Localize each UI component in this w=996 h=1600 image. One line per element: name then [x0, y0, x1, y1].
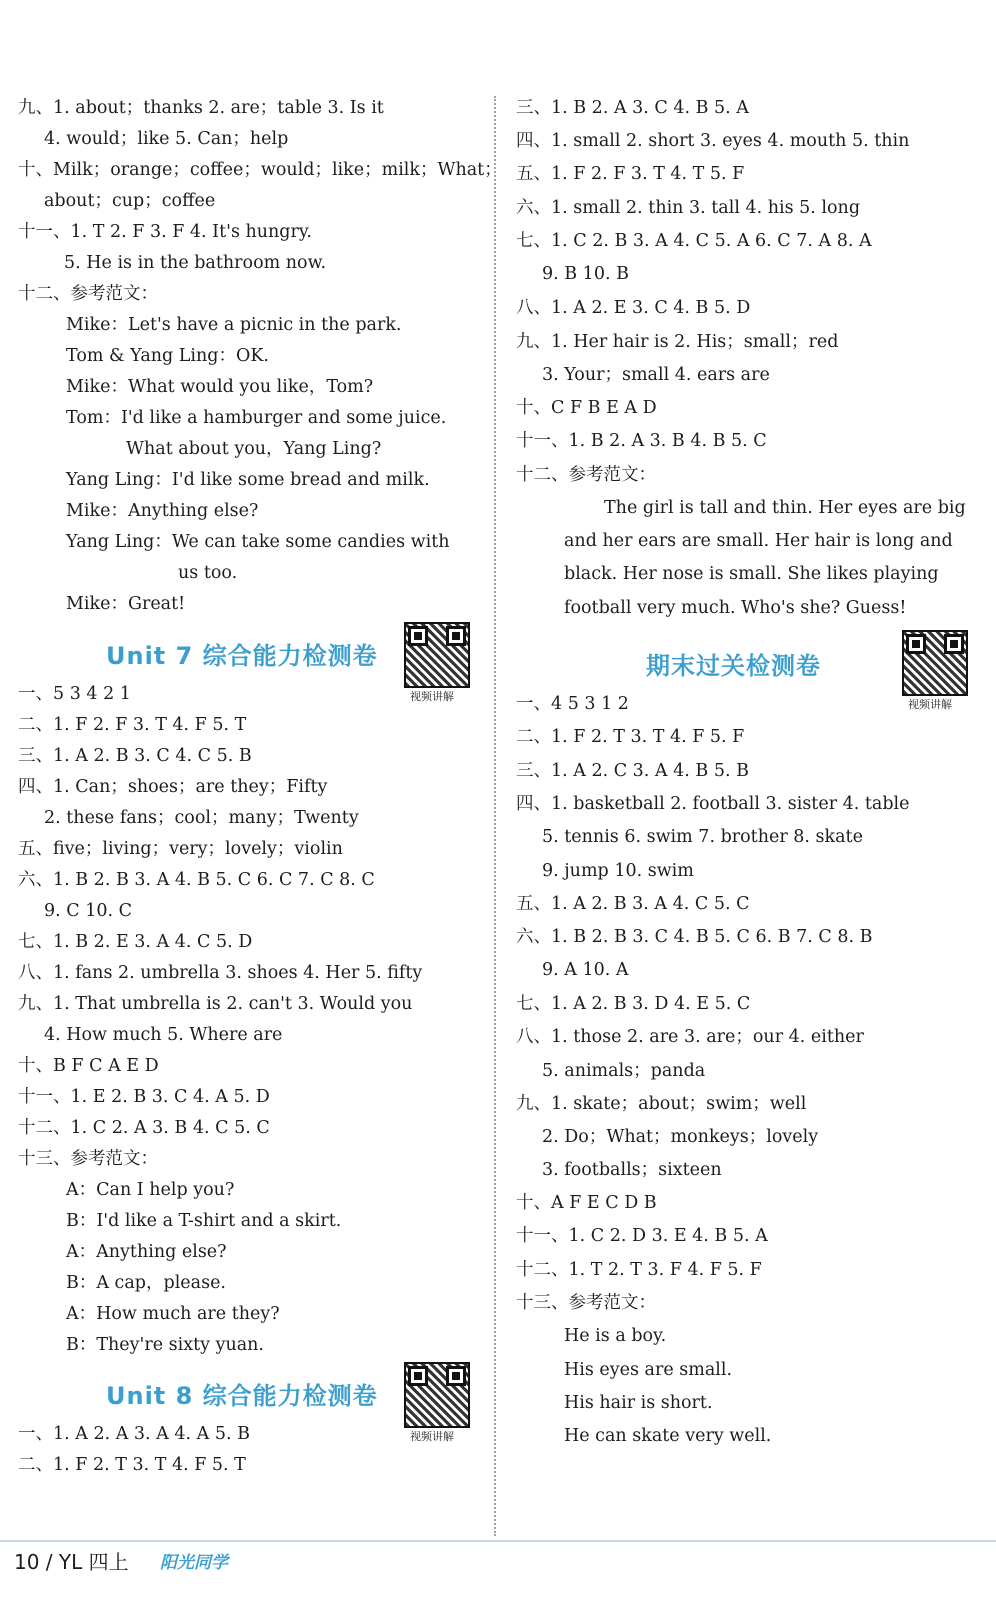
footer-rule: [0, 1540, 996, 1542]
answer-line: 2. Do；What；monkeys；lovely: [542, 1127, 819, 1147]
answer-line: 十二、参考范文：: [516, 465, 656, 485]
answer-line: 五、1. A 2. B 3. A 4. C 5. C: [516, 894, 750, 914]
answer-line: 5. He is in the bathroom now.: [64, 253, 327, 273]
answer-line: 一、5 3 4 2 1: [18, 684, 131, 704]
qr-label: 视频讲解: [410, 1430, 454, 1443]
answer-line: 十一、1. C 2. D 3. E 4. B 5. A: [516, 1226, 768, 1246]
page-number: 10 / YL 四上: [14, 1550, 129, 1574]
answer-line: 六、1. B 2. B 3. A 4. B 5. C 6. C 7. C 8. C: [18, 870, 375, 890]
answer-line: 四、1. basketball 2. football 3. sister 4. table: [516, 794, 910, 814]
qr-label: 视频讲解: [410, 690, 454, 703]
answer-line: Tom & Yang Ling：OK.: [66, 346, 269, 366]
answer-line: 2. these fans；cool；many；Twenty: [44, 808, 359, 828]
answer-line: 十二、1. T 2. T 3. F 4. F 5. F: [516, 1260, 762, 1280]
qr-code-icon: [404, 622, 470, 688]
answer-line: He can skate very well.: [564, 1426, 772, 1446]
answer-line: 九、1. Her hair is 2. His；small；red: [516, 332, 839, 352]
answer-line: 九、1. skate；about；swim；well: [516, 1094, 807, 1114]
answer-line: 五、1. F 2. F 3. T 4. T 5. F: [516, 164, 745, 184]
answer-line: and her ears are small. Her hair is long and: [564, 531, 953, 551]
answer-line: 二、1. F 2. T 3. T 4. F 5. F: [516, 727, 745, 747]
answer-line: 十一、1. T 2. F 3. F 4. It's hungry.: [18, 222, 312, 242]
answer-line: 一、1. A 2. A 3. A 4. A 5. B: [18, 1424, 250, 1444]
answer-line: 5. tennis 6. swim 7. brother 8. skate: [542, 827, 863, 847]
answer-line: 3. Your；small 4. ears are: [542, 365, 770, 385]
brand-logo: 阳光同学: [160, 1553, 228, 1573]
answer-line: 十三、参考范文：: [516, 1293, 656, 1313]
answer-line: 三、1. A 2. B 3. C 4. C 5. B: [18, 746, 252, 766]
answer-line: What about you，Yang Ling?: [126, 439, 382, 459]
answer-line: Yang Ling：I'd like some bread and milk.: [66, 470, 430, 490]
answer-line: Mike：Anything else?: [66, 501, 259, 521]
answer-line: 四、1. Can；shoes；are they；Fifty: [18, 777, 328, 797]
answer-line: 十、Milk；orange；coffee；would；like；milk；What；: [18, 160, 502, 180]
answer-line: 十一、1. B 2. A 3. B 4. B 5. C: [516, 431, 767, 451]
answer-line: 八、1. those 2. are 3. are；our 4. either: [516, 1027, 864, 1047]
answer-line: The girl is tall and thin. Her eyes are big: [604, 498, 966, 518]
answer-line: Mike：Great!: [66, 594, 186, 614]
answer-line: 4. How much 5. Where are: [44, 1025, 283, 1045]
answer-line: 十二、参考范文：: [18, 284, 158, 304]
unit8-title: Unit 8 综合能力检测卷: [106, 1382, 378, 1410]
answer-line: He is a boy.: [564, 1326, 667, 1346]
answer-line: A：Can I help you?: [66, 1180, 235, 1200]
answer-line: black. Her nose is small. She likes playing: [564, 564, 939, 584]
answer-line: 四、1. small 2. short 3. eyes 4. mouth 5. thin: [516, 131, 910, 151]
answer-line: 十、B F C A E D: [18, 1056, 159, 1076]
answer-line: 十三、参考范文：: [18, 1149, 158, 1169]
answer-line: Yang Ling：We can take some candies with: [66, 532, 450, 552]
answer-line: 六、1. small 2. thin 3. tall 4. his 5. long: [516, 198, 861, 218]
answer-line: 十一、1. E 2. B 3. C 4. A 5. D: [18, 1087, 270, 1107]
answer-line: 3. footballs；sixteen: [542, 1160, 722, 1180]
answer-line: 4. would；like 5. Can；help: [44, 129, 289, 149]
answer-line: 二、1. F 2. F 3. T 4. F 5. T: [18, 715, 247, 735]
answer-line: 三、1. A 2. C 3. A 4. B 5. B: [516, 761, 749, 781]
final-exam-title: 期末过关检测卷: [646, 652, 821, 680]
answer-line: 九、1. That umbrella is 2. can't 3. Would you: [18, 994, 413, 1014]
answer-line: 9. jump 10. swim: [542, 861, 694, 881]
answer-line: 六、1. B 2. B 3. C 4. B 5. C 6. B 7. C 8. B: [516, 927, 873, 947]
answer-line: B：A cap，please.: [66, 1273, 226, 1293]
answer-line: us too.: [178, 563, 238, 583]
answer-line: B：They're sixty yuan.: [66, 1335, 264, 1355]
answer-line: Tom：I'd like a hamburger and some juice.: [66, 408, 447, 428]
answer-line: B：I'd like a T-shirt and a skirt.: [66, 1211, 342, 1231]
answer-line: 9. A 10. A: [542, 960, 629, 980]
answer-line: 七、1. B 2. E 3. A 4. C 5. D: [18, 932, 253, 952]
qr-label: 视频讲解: [908, 698, 952, 711]
answer-line: 5. animals；panda: [542, 1061, 706, 1081]
answer-line: 五、five；living；very；lovely；violin: [18, 839, 343, 859]
answer-line: 八、1. A 2. E 3. C 4. B 5. D: [516, 298, 751, 318]
answer-line: 七、1. A 2. B 3. D 4. E 5. C: [516, 994, 751, 1014]
unit7-title: Unit 7 综合能力检测卷: [106, 642, 378, 670]
answer-line: 十、C F B E A D: [516, 398, 657, 418]
qr-code-icon: [902, 630, 968, 696]
answer-line: football very much. Who's she? Guess!: [564, 598, 907, 618]
answer-line: His eyes are small.: [564, 1360, 733, 1380]
answer-line: Mike：What would you like，Tom?: [66, 377, 374, 397]
column-divider: [494, 96, 496, 1536]
answer-line: about；cup；coffee: [44, 191, 216, 211]
answer-line: 八、1. fans 2. umbrella 3. shoes 4. Her 5. fifty: [18, 963, 423, 983]
answer-line: 二、1. F 2. T 3. T 4. F 5. T: [18, 1455, 246, 1475]
answer-line: A：How much are they?: [66, 1304, 280, 1324]
answer-line: Mike：Let's have a picnic in the park.: [66, 315, 402, 335]
answer-line: 九、1. about；thanks 2. are；table 3. Is it: [18, 98, 384, 118]
answer-line: 七、1. C 2. B 3. A 4. C 5. A 6. C 7. A 8. A: [516, 231, 872, 251]
answer-line: 一、4 5 3 1 2: [516, 694, 629, 714]
answer-line: 9. B 10. B: [542, 264, 629, 284]
answer-line: 三、1. B 2. A 3. C 4. B 5. A: [516, 98, 749, 118]
answer-line: 9. C 10. C: [44, 901, 132, 921]
answer-line: 十二、1. C 2. A 3. B 4. C 5. C: [18, 1118, 270, 1138]
answer-line: A：Anything else?: [66, 1242, 227, 1262]
answer-line: His hair is short.: [564, 1393, 713, 1413]
answer-line: 十、A F E C D B: [516, 1193, 657, 1213]
qr-code-icon: [404, 1362, 470, 1428]
